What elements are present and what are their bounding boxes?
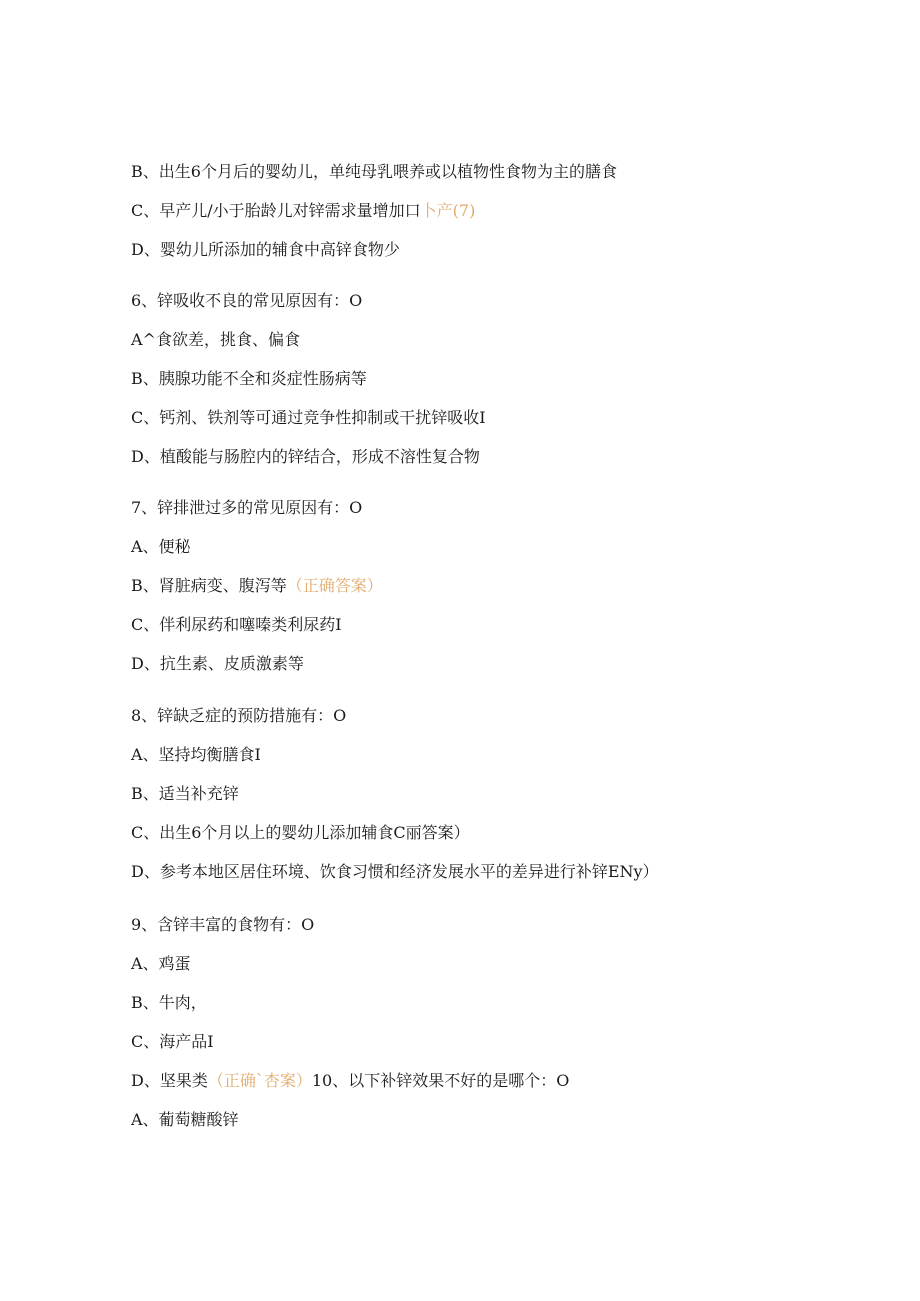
line-text: D、参考本地区居住环境、饮食习惯和经济发展水平的差异进行补锌ENy） [131, 862, 659, 881]
option-line [131, 783, 239, 805]
question-line [131, 497, 362, 519]
line-text: B、适当补充锌 [131, 784, 239, 803]
option-line [131, 329, 300, 351]
line-text: 7、锌排泄过多的常见原因有：O [131, 498, 363, 517]
line-text: B、出生6个月后的婴幼儿，单纯母乳喂养或以植物性食物为主的膳食 [131, 162, 617, 181]
option-line [131, 861, 659, 883]
option-line [131, 200, 475, 222]
line-text: D、坚果类 [131, 1071, 208, 1090]
line-text: 8、锌缺乏症的预防措施有：O [131, 706, 347, 725]
answer-mark: （正确答案） [286, 576, 383, 595]
line-text: C、早产儿/小于胎龄儿对锌需求量增加口 [131, 201, 421, 220]
option-line [131, 239, 400, 261]
option-line [131, 744, 261, 766]
option-line [131, 161, 617, 183]
option-line [131, 953, 191, 975]
line-text: D、植酸能与肠腔内的锌结合，形成不溶性复合物 [131, 447, 480, 466]
line-text: D、婴幼儿所添加的辅食中高锌食物少 [131, 240, 400, 259]
question-text: 10、以下补锌效果不好的是哪个：O [311, 1071, 570, 1090]
option-line [131, 992, 207, 1014]
option-line [131, 653, 304, 675]
question-line [131, 705, 346, 727]
line-text: C、海产品I [131, 1032, 214, 1051]
answer-mark: 卜产(7) [420, 201, 476, 220]
option-line [131, 614, 342, 636]
option-line [131, 446, 480, 468]
line-text: A、坚持均衡膳食I [131, 745, 261, 764]
option-line [131, 1109, 239, 1131]
line-text: B、牛肉， [131, 993, 207, 1012]
answer-mark: （正确`杏案） [207, 1071, 312, 1090]
option-line [131, 1031, 214, 1053]
line-text: A、葡萄糖酸锌 [131, 1110, 239, 1129]
line-text: B、胰腺功能不全和炎症性肠病等 [131, 369, 367, 388]
option-line [131, 407, 486, 429]
line-text: D、抗生素、皮质激素等 [131, 654, 304, 673]
line-text: A^食欲差，挑食、偏食 [131, 330, 300, 349]
line-text: C、出生6个月以上的婴幼儿添加辅食C丽答案） [131, 823, 470, 842]
line-text: C、伴利尿药和噻嗪类利尿药I [131, 615, 342, 634]
option-line [131, 368, 367, 390]
option-line [131, 536, 191, 558]
line-text: 6、锌吸收不良的常见原因有：O [131, 291, 363, 310]
option-line [131, 822, 470, 844]
line-text: A、便秘 [131, 537, 191, 556]
option-line [131, 575, 383, 597]
question-line [131, 914, 314, 936]
question-line [131, 290, 362, 312]
line-text: C、钙剂、铁剂等可通过竞争性抑制或干扰锌吸收I [131, 408, 486, 427]
line-text: B、肾脏病变、腹泻等 [131, 576, 287, 595]
option-line [131, 1070, 569, 1092]
line-text: 9、含锌丰富的食物有：O [131, 915, 315, 934]
line-text: A、鸡蛋 [131, 954, 191, 973]
